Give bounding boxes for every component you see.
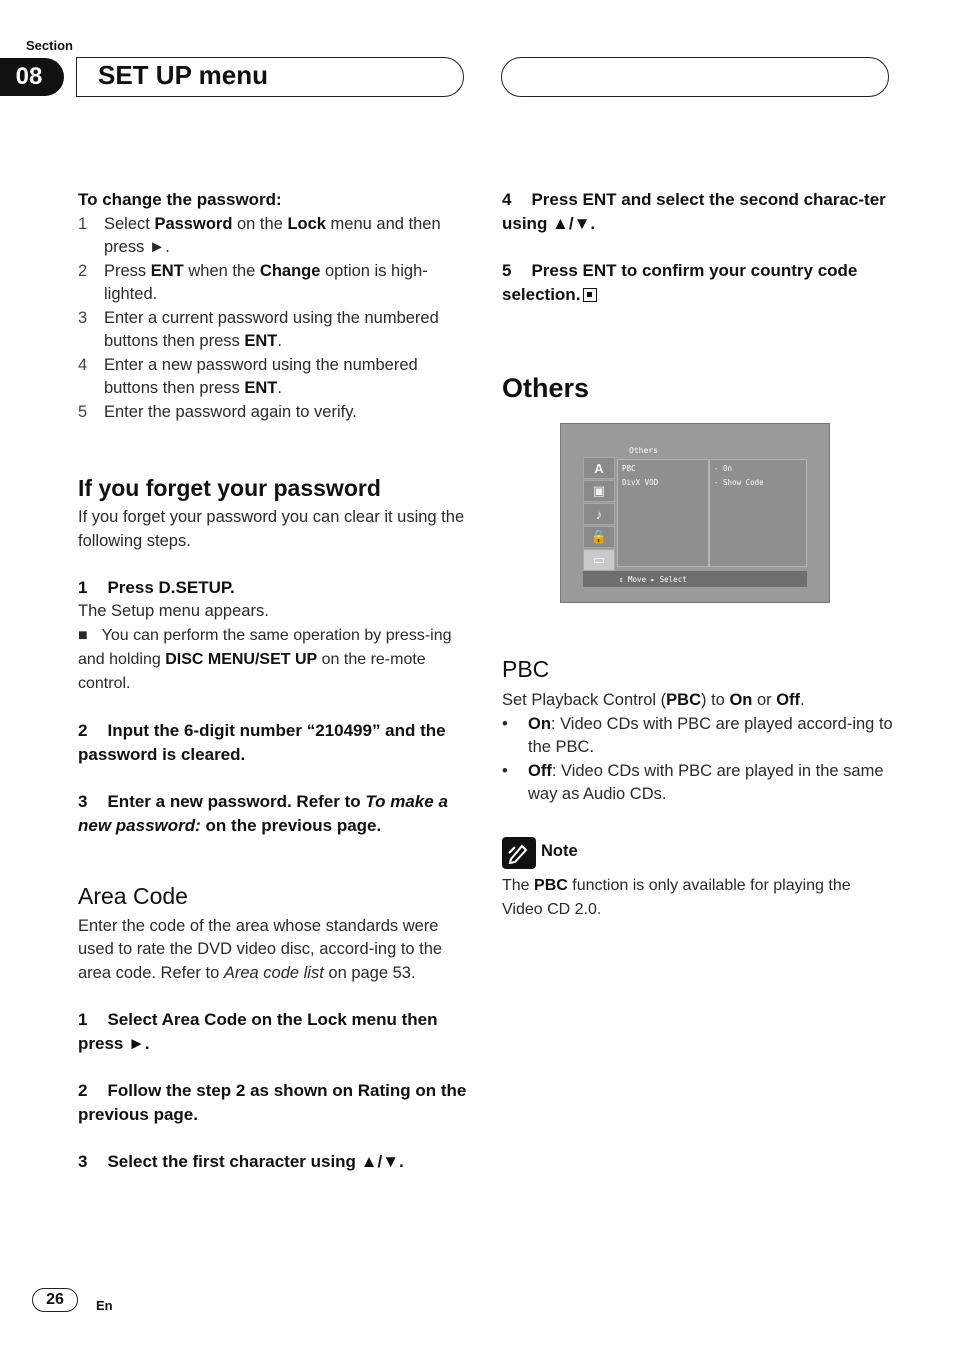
- change-password-heading: To change the password:: [78, 190, 282, 209]
- area-code-heading: Area Code: [78, 882, 188, 909]
- screen-item: DivX VOD: [622, 478, 659, 487]
- screen-title: Others: [629, 446, 658, 455]
- screen-icon-column: [583, 457, 617, 569]
- list-item: 1 Select Password on the Lock menu and then press ►.: [78, 214, 441, 256]
- area-code-intro: Enter the code of the area whose standards were used to rate the DVD video disc, accord-ing to the area code. Refer to Area code list on page 53.: [78, 916, 443, 982]
- left-column: [78, 188, 470, 1174]
- page-title: SET UP menu: [98, 60, 269, 90]
- screen-value-panel: [709, 459, 807, 567]
- list-item: 4 Enter a new password using the numbered buttons then press ENT.: [78, 355, 418, 397]
- pbc-intro: Set Playback Control (PBC) to On or Off.: [502, 691, 805, 709]
- area-step-2: 2 Follow the step 2 as shown on Rating on the previous page.: [78, 1081, 467, 1124]
- area-step-4: 4 Press ENT and select the second charac-ter using ▲/▼.: [502, 190, 886, 233]
- forget-step-2: 2 Input the 6-digit number “210499” and the password is cleared.: [78, 720, 446, 764]
- screen-value: - Show Code: [714, 478, 764, 487]
- screen-hint-bar: ⇕ Move ▸ Select: [583, 571, 807, 587]
- end-mark-icon: [583, 288, 597, 302]
- note-label: Note: [541, 842, 578, 860]
- list-item: 5 Enter the password again to verify.: [78, 402, 357, 421]
- area-step-5: 5 Press ENT to confirm your country code selection.: [502, 261, 858, 304]
- forget-step-1: 1 Press D.SETUP.: [78, 578, 235, 597]
- note-square-icon: ■: [78, 626, 88, 644]
- forget-step-3: 3 Enter a new password. Refer to To make a new password: on the previous page.: [78, 791, 448, 835]
- audio-icon: ♪: [583, 503, 615, 525]
- note-pencil-icon: [502, 837, 536, 869]
- display-icon: ▣: [583, 480, 615, 502]
- right-column: [502, 188, 894, 401]
- others-heading: Others: [502, 373, 590, 403]
- change-password-steps: [78, 213, 470, 425]
- right-header-frame: [501, 57, 889, 97]
- others-menu-screenshot: [560, 423, 830, 603]
- pbc-heading: PBC: [502, 656, 550, 682]
- area-step-1: 1 Select Area Code on the Lock menu then press ►.: [78, 1010, 438, 1053]
- section-number: 08: [0, 58, 64, 96]
- bullet-dot-icon: •: [502, 761, 508, 780]
- page-number: 26: [32, 1288, 78, 1312]
- area-step-3: 3 Select the first character using ▲/▼.: [78, 1152, 404, 1171]
- forget-step-1-result: The Setup menu appears.: [78, 602, 269, 620]
- others-icon: ▭: [583, 549, 615, 571]
- forget-password-intro: If you forget your password you can clear it using the following steps.: [78, 508, 465, 550]
- bullet-item: • Off: Video CDs with PBC are played in the same way as Audio CDs.: [502, 760, 894, 807]
- screen-item-panel: [617, 459, 709, 567]
- bullet-item: • On: Video CDs with PBC are played accord-ing to the PBC.: [502, 713, 894, 760]
- language-icon: A: [583, 457, 615, 479]
- section-label: Section: [26, 38, 73, 53]
- language-label: En: [96, 1298, 113, 1313]
- lock-icon: 🔒: [583, 526, 615, 548]
- pbc-section: [502, 655, 894, 807]
- note-text: The PBC function is only available for playing the Video CD 2.0.: [502, 877, 851, 918]
- forget-step-1-note: ■ You can perform the same operation by press-ing and holding DISC MENU/SET UP on the re-mote control.: [78, 626, 452, 692]
- list-item: 3 Enter a current password using the numbered buttons then press ENT.: [78, 308, 439, 350]
- screen-value: - On: [714, 464, 733, 473]
- list-item: 2 Press ENT when the Change option is high-lighted.: [78, 261, 428, 303]
- forget-password-heading: If you forget your password: [78, 475, 381, 501]
- bullet-dot-icon: •: [502, 714, 508, 733]
- screen-item: PBC: [622, 464, 636, 473]
